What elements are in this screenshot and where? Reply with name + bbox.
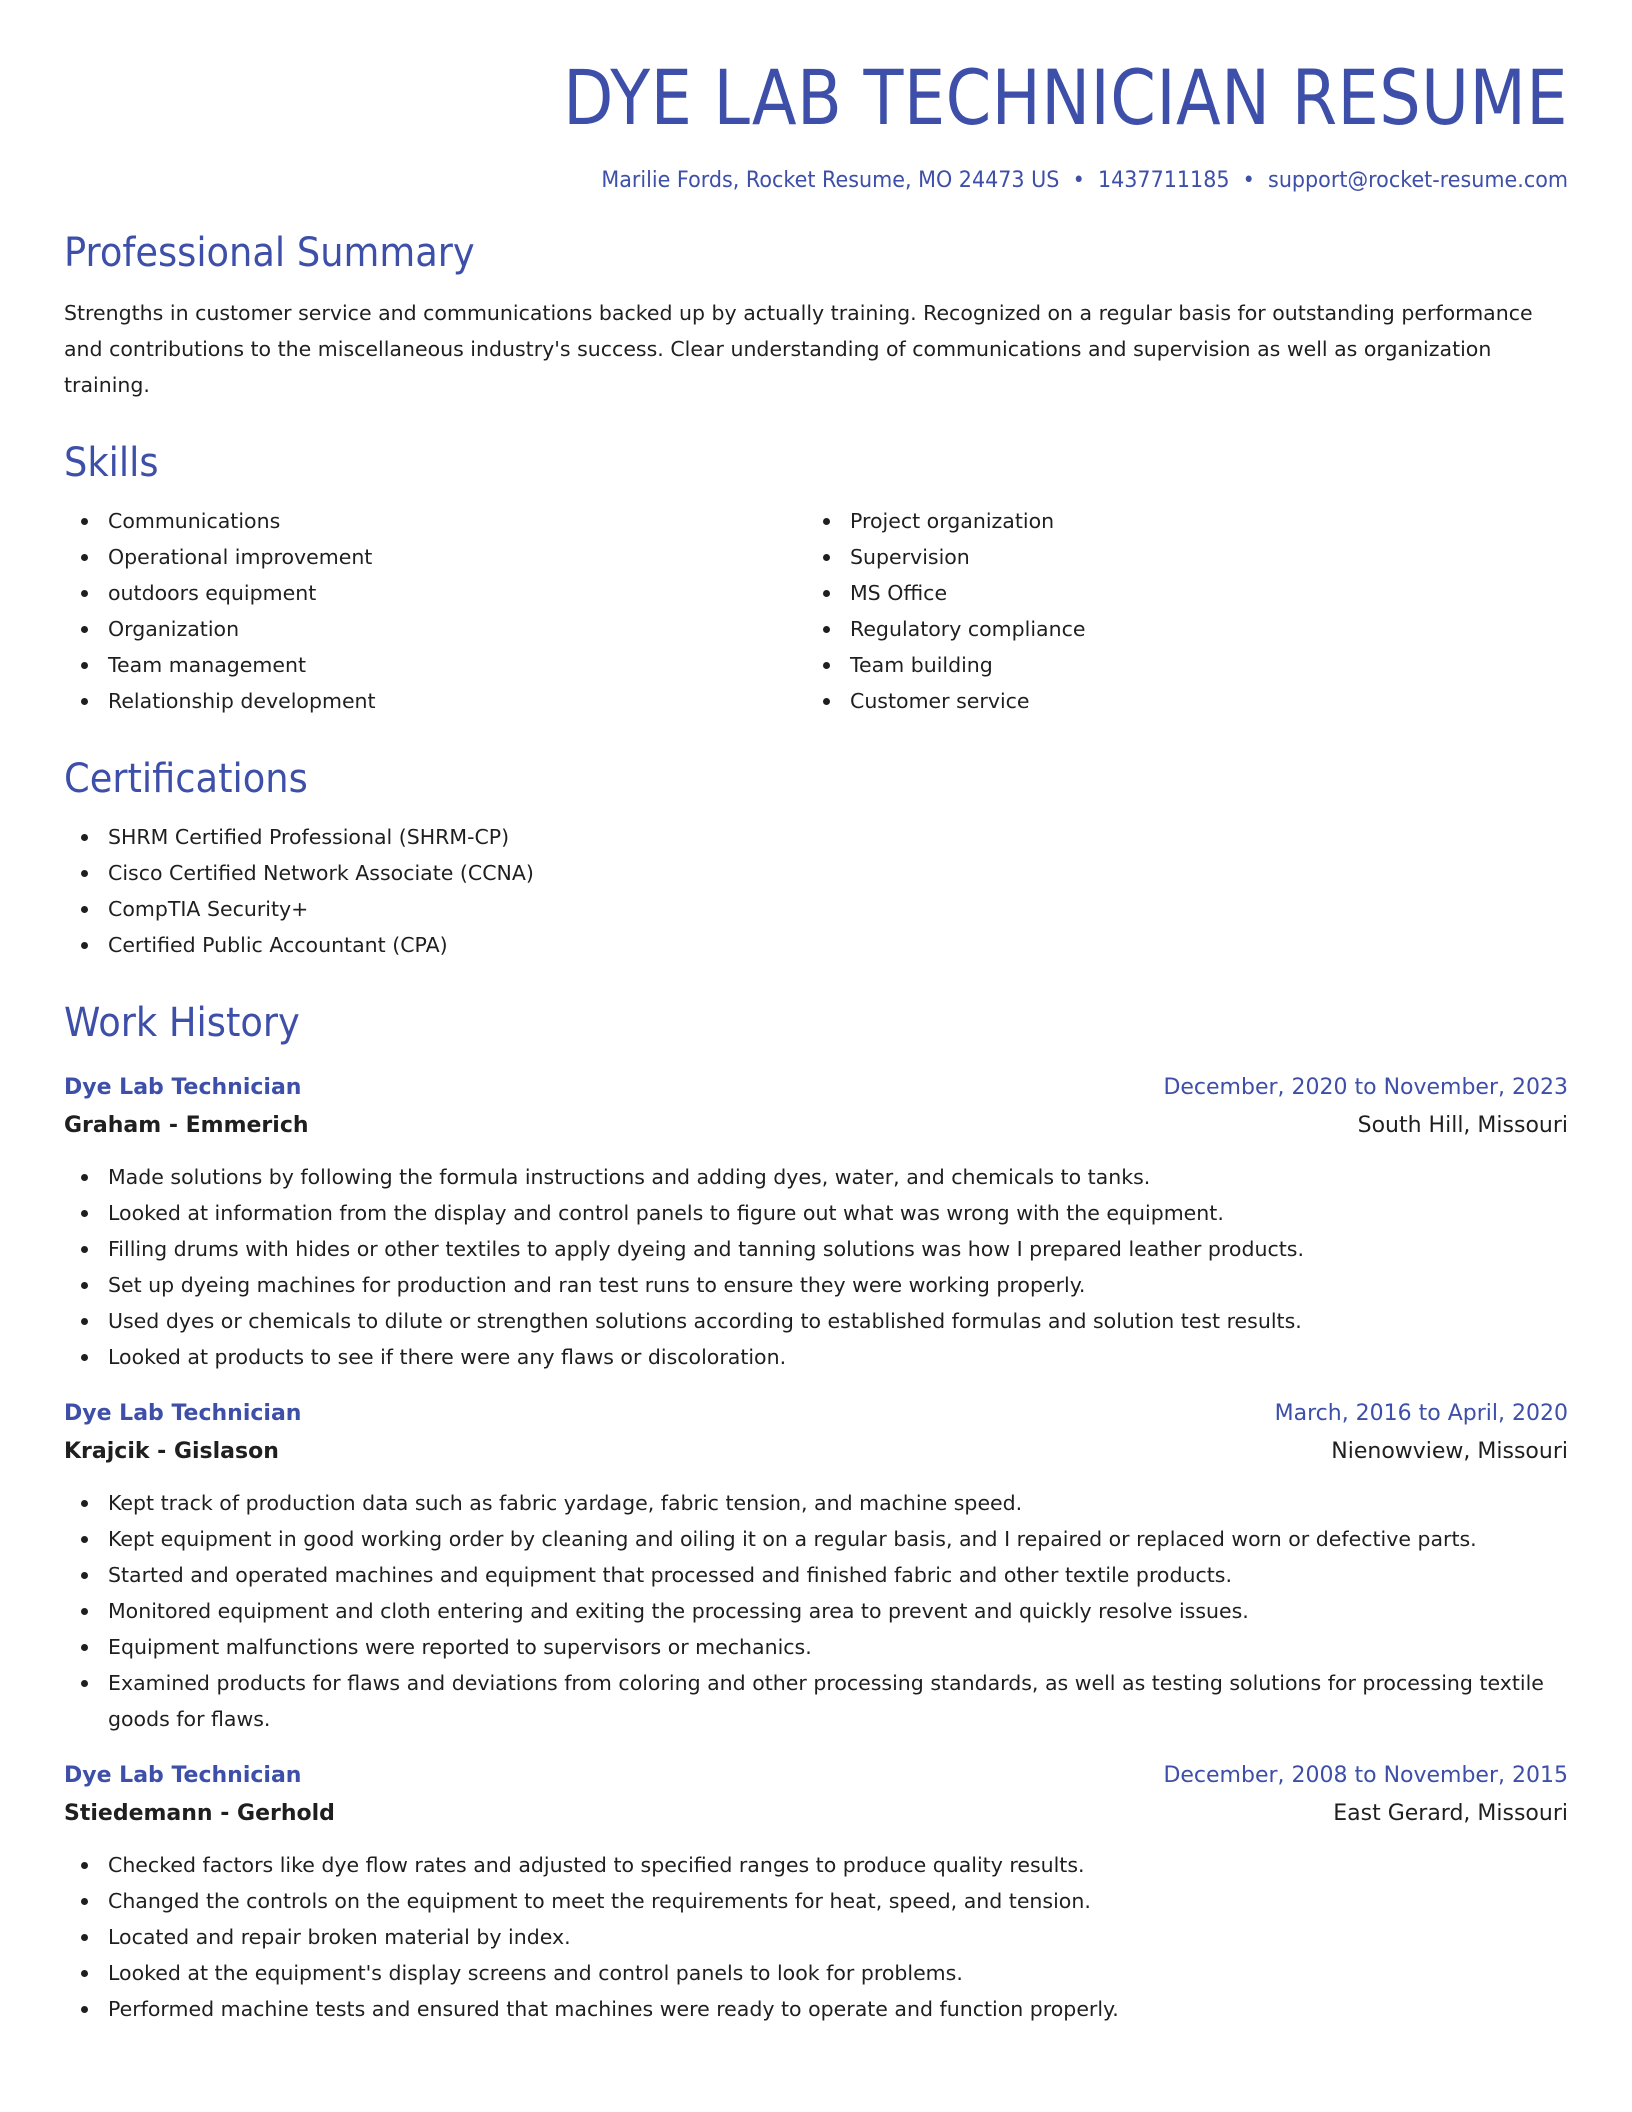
- contact-separator: •: [1072, 168, 1085, 193]
- job-title-row: [64, 1757, 1568, 1795]
- work-history-heading: Work History: [64, 1000, 300, 1046]
- job-company-row: [64, 1107, 1568, 1145]
- contact-address: Marilie Fords, Rocket Resume, MO 24473 US: [601, 168, 1060, 193]
- skill-item: Relationship development: [64, 683, 806, 719]
- skill-item: Customer service: [806, 683, 1548, 719]
- certifications-heading: Certifications: [64, 756, 308, 802]
- job-bullet: Made solutions by following the formula instructions and adding dyes, water, and chemicals to tanks.: [64, 1159, 1568, 1195]
- certifications-list: [64, 819, 1568, 963]
- job-title: Dye Lab Technician: [64, 1401, 302, 1426]
- skill-item: Operational improvement: [64, 539, 806, 575]
- job-dates: March, 2016 to April, 2020: [1274, 1401, 1568, 1426]
- resume-header: [64, 53, 1568, 193]
- skill-item: Organization: [64, 611, 806, 647]
- job-company-row: [64, 1433, 1568, 1471]
- contact-phone[interactable]: 1437711185: [1097, 168, 1230, 193]
- job-location: Nienowview, Missouri: [1331, 1439, 1568, 1464]
- job-bullet: Checked factors like dye flow rates and adjusted to specified ranges to produce quality results.: [64, 1847, 1568, 1883]
- job-bullet: Kept equipment in good working order by cleaning and oiling it on a regular basis, and I repaired or replaced worn or defective parts.: [64, 1521, 1568, 1557]
- job-entry: [64, 1757, 1568, 2027]
- certification-item: Cisco Certified Network Associate (CCNA): [64, 855, 1568, 891]
- job-location: East Gerard, Missouri: [1333, 1801, 1568, 1826]
- job-bullet: Equipment malfunctions were reported to supervisors or mechanics.: [64, 1629, 1568, 1665]
- skill-item: Project organization: [806, 503, 1548, 539]
- job-title-row: [64, 1395, 1568, 1433]
- job-company: Stiedemann - Gerhold: [64, 1801, 335, 1826]
- contact-separator: •: [1242, 168, 1255, 193]
- job-bullet-list: [64, 1159, 1568, 1375]
- job-bullet: Used dyes or chemicals to dilute or strengthen solutions according to established formulas and solution test results.: [64, 1303, 1568, 1339]
- skill-item: Regulatory compliance: [806, 611, 1548, 647]
- job-bullet: Examined products for flaws and deviations from coloring and other processing standards, as well as testing solutions for processing textile goods for flaws.: [64, 1665, 1568, 1737]
- skill-item: outdoors equipment: [64, 575, 806, 611]
- certification-item: CompTIA Security+: [64, 891, 1568, 927]
- contact-line: [154, 168, 1568, 193]
- job-location: South Hill, Missouri: [1357, 1113, 1568, 1138]
- page-title: DYE LAB TECHNICIAN RESUME: [563, 53, 1568, 142]
- skill-item: Supervision: [806, 539, 1548, 575]
- skills-heading: Skills: [64, 440, 159, 486]
- job-bullet: Looked at the equipment's display screens and control panels to look for problems.: [64, 1955, 1568, 1991]
- skill-item: Team building: [806, 647, 1548, 683]
- job-bullet-list: [64, 1847, 1568, 2027]
- skills-list-right: [806, 503, 1548, 719]
- summary-text: Strengths in customer service and communications backed up by actually training. Recognized on a regular basis for outstanding performance and contributions to the miscellaneous industry's success. Clear understanding of communications and supervision as well as organization training.: [64, 301, 1533, 397]
- skills-list-left: [64, 503, 806, 719]
- job-dates: December, 2020 to November, 2023: [1163, 1075, 1568, 1100]
- job-bullet: Changed the controls on the equipment to meet the requirements for heat, speed, and tension.: [64, 1883, 1568, 1919]
- job-title-row: [64, 1069, 1568, 1107]
- job-bullet: Started and operated machines and equipment that processed and finished fabric and other textile products.: [64, 1557, 1568, 1593]
- certification-item: Certified Public Accountant (CPA): [64, 927, 1568, 963]
- job-title: Dye Lab Technician: [64, 1075, 302, 1100]
- job-title: Dye Lab Technician: [64, 1763, 302, 1788]
- job-entry: [64, 1069, 1568, 1375]
- job-bullet: Located and repair broken material by index.: [64, 1919, 1568, 1955]
- job-bullet: Kept track of production data such as fabric yardage, fabric tension, and machine speed.: [64, 1485, 1568, 1521]
- skill-item: Team management: [64, 647, 806, 683]
- job-entry: [64, 1395, 1568, 1737]
- job-bullet-list: [64, 1485, 1568, 1737]
- job-company-row: [64, 1795, 1568, 1833]
- job-bullet: Monitored equipment and cloth entering and exiting the processing area to prevent and quickly resolve issues.: [64, 1593, 1568, 1629]
- job-bullet: Set up dyeing machines for production and ran test runs to ensure they were working properly.: [64, 1267, 1568, 1303]
- job-bullet: Filling drums with hides or other textiles to apply dyeing and tanning solutions was how I prepared leather products.: [64, 1231, 1568, 1267]
- job-bullet: Looked at products to see if there were any flaws or discoloration.: [64, 1339, 1568, 1375]
- skill-item: Communications: [64, 503, 806, 539]
- summary-heading: Professional Summary: [64, 230, 475, 276]
- job-bullet: Looked at information from the display and control panels to figure out what was wrong with the equipment.: [64, 1195, 1568, 1231]
- job-dates: December, 2008 to November, 2015: [1163, 1763, 1568, 1788]
- skills-grid: [64, 503, 1568, 719]
- contact-email[interactable]: support@rocket-resume.com: [1268, 168, 1568, 193]
- job-company: Graham - Emmerich: [64, 1113, 309, 1138]
- skill-item: MS Office: [806, 575, 1548, 611]
- job-bullet: Performed machine tests and ensured that machines were ready to operate and function properly.: [64, 1991, 1568, 2027]
- certification-item: SHRM Certified Professional (SHRM-CP): [64, 819, 1568, 855]
- job-company: Krajcik - Gislason: [64, 1439, 279, 1464]
